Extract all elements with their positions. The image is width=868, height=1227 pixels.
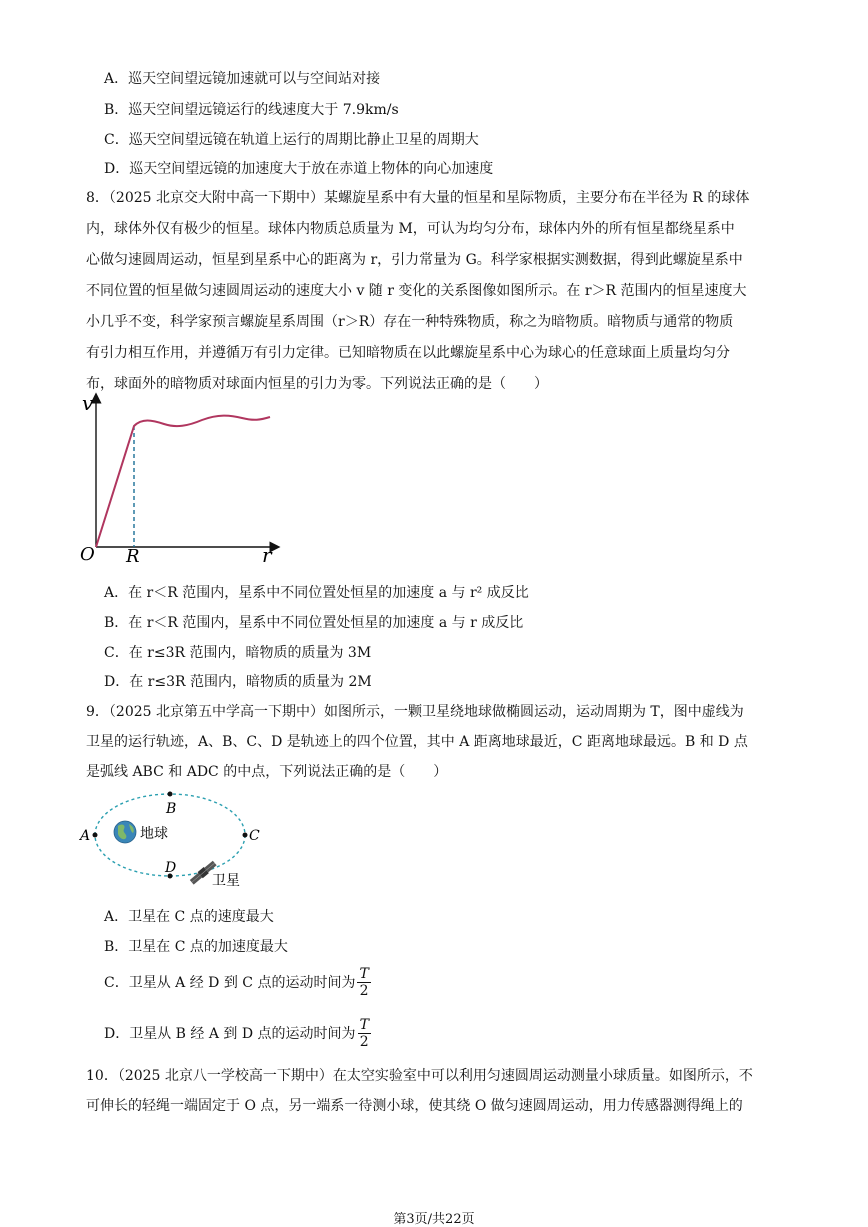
q9-line-3: 是弧线 ABC 和 ADC 的中点，下列说法正确的是（ ） bbox=[86, 764, 448, 780]
q10-line-1: 10．（2025 北京八一学校高一下期中）在太空实验室中可以利用匀速圆周运动测量小球质量。如图所示，不 bbox=[86, 1068, 753, 1084]
q8-option-b: B．在 r＜R 范围内，星系中不同位置处恒星的加速度 a 与 r 成反比 bbox=[104, 615, 524, 631]
point-a-dot bbox=[93, 833, 98, 838]
q8-option-a: A．在 r＜R 范围内，星系中不同位置处恒星的加速度 a 与 r² 成反比 bbox=[104, 585, 529, 601]
q8-line-1: 8．（2025 北京交大附中高一下期中）某螺旋星系中有大量的恒星和星际物质，主要分布在半径为 R 的球体 bbox=[86, 190, 750, 206]
q9-option-d-fraction bbox=[358, 1017, 371, 1050]
q8-option-d: D．在 r≤3R 范围内，暗物质的质量为 2M bbox=[104, 674, 372, 690]
q9-option-a: A．卫星在 C 点的速度最大 bbox=[104, 909, 274, 925]
q8-velocity-graph bbox=[70, 390, 290, 570]
q10-line-2: 可伸长的轻绳一端固定于 O 点，另一端系一待测小球，使其绕 O 做匀速圆周运动，用力传感器测得绳上的 bbox=[86, 1098, 743, 1114]
q8-line-3: 心做匀速圆周运动，恒星到星系中心的距离为 r，引力常量为 G。科学家根据实测数据，得到此螺旋星系中 bbox=[86, 252, 743, 268]
q9-option-d bbox=[104, 1015, 371, 1051]
q7-option-d: D．巡天空间望远镜的加速度大于放在赤道上物体的向心加速度 bbox=[104, 161, 494, 177]
q9-option-c bbox=[104, 964, 371, 1000]
q9-line-2: 卫星的运行轨迹，A、B、C、D 是轨迹上的四个位置，其中 A 距离地球最近，C 距离地球最远。B 和 D 点 bbox=[86, 734, 748, 750]
y-axis-label: v bbox=[82, 391, 94, 415]
q9-option-c-fraction bbox=[357, 966, 370, 999]
fraction-denominator: 2 bbox=[359, 982, 369, 999]
earth-icon bbox=[114, 821, 136, 843]
q8-option-c: C．在 r≤3R 范围内，暗物质的质量为 3M bbox=[104, 645, 372, 661]
q8-line-4: 不同位置的恒星做匀速圆周运动的速度大小 v 随 r 变化的关系图像如图所示。在 r＞R 范围内的恒星速度大 bbox=[86, 283, 747, 299]
q9-option-c-text: C．卫星从 A 经 D 到 C 点的运动时间为 bbox=[104, 975, 356, 991]
q8-line-7: 布，球面外的暗物质对球面内恒星的引力为零。下列说法正确的是（ ） bbox=[86, 376, 548, 392]
r-tick-label: R bbox=[126, 546, 140, 567]
q9-line-1: 9．（2025 北京第五中学高一下期中）如图所示，一颗卫星绕地球做椭圆运动，运动周期为 T，图中虚线为 bbox=[86, 704, 744, 720]
page-footer: 第3页/共22页 bbox=[393, 1212, 475, 1227]
x-axis-label: r bbox=[262, 543, 272, 567]
label-b: B bbox=[166, 801, 177, 817]
q8-line-5: 小几乎不变，科学家预言螺旋星系周围（r＞R）存在一种特殊物质，称之为暗物质。暗物质与通常的物质 bbox=[86, 314, 734, 330]
earth-label: 地球 bbox=[140, 826, 168, 842]
label-a: A bbox=[80, 828, 91, 844]
q9-option-d-text: D．卫星从 B 经 A 到 D 点的运动时间为 bbox=[104, 1026, 356, 1042]
q7-option-a: A．巡天空间望远镜加速就可以与空间站对接 bbox=[104, 71, 381, 87]
point-b-dot bbox=[168, 792, 173, 797]
velocity-curve bbox=[96, 416, 270, 547]
q9-orbit-diagram bbox=[76, 788, 276, 892]
origin-label: O bbox=[80, 544, 95, 565]
q9-option-b: B．卫星在 C 点的加速度最大 bbox=[104, 939, 288, 955]
fraction-numerator: T bbox=[359, 965, 369, 982]
q8-line-2: 内，球体外仅有极少的恒星。球体内物质总质量为 M，可认为均匀分布，球体内外的所有恒星都绕星系中 bbox=[86, 221, 735, 237]
fraction-denominator: 2 bbox=[359, 1033, 369, 1050]
satellite-label: 卫星 bbox=[212, 873, 240, 889]
fraction-numerator: T bbox=[359, 1016, 369, 1033]
point-c-dot bbox=[243, 833, 248, 838]
label-c: C bbox=[249, 828, 260, 844]
q7-option-c: C．巡天空间望远镜在轨道上运行的周期比静止卫星的周期大 bbox=[104, 132, 479, 148]
q8-line-6: 有引力相互作用，并遵循万有引力定律。已知暗物质在以此螺旋星系中心为球心的任意球面上质量均匀分 bbox=[86, 345, 730, 361]
label-d: D bbox=[165, 860, 177, 876]
q7-option-b: B．巡天空间望远镜运行的线速度大于 7.9km/s bbox=[104, 102, 399, 118]
